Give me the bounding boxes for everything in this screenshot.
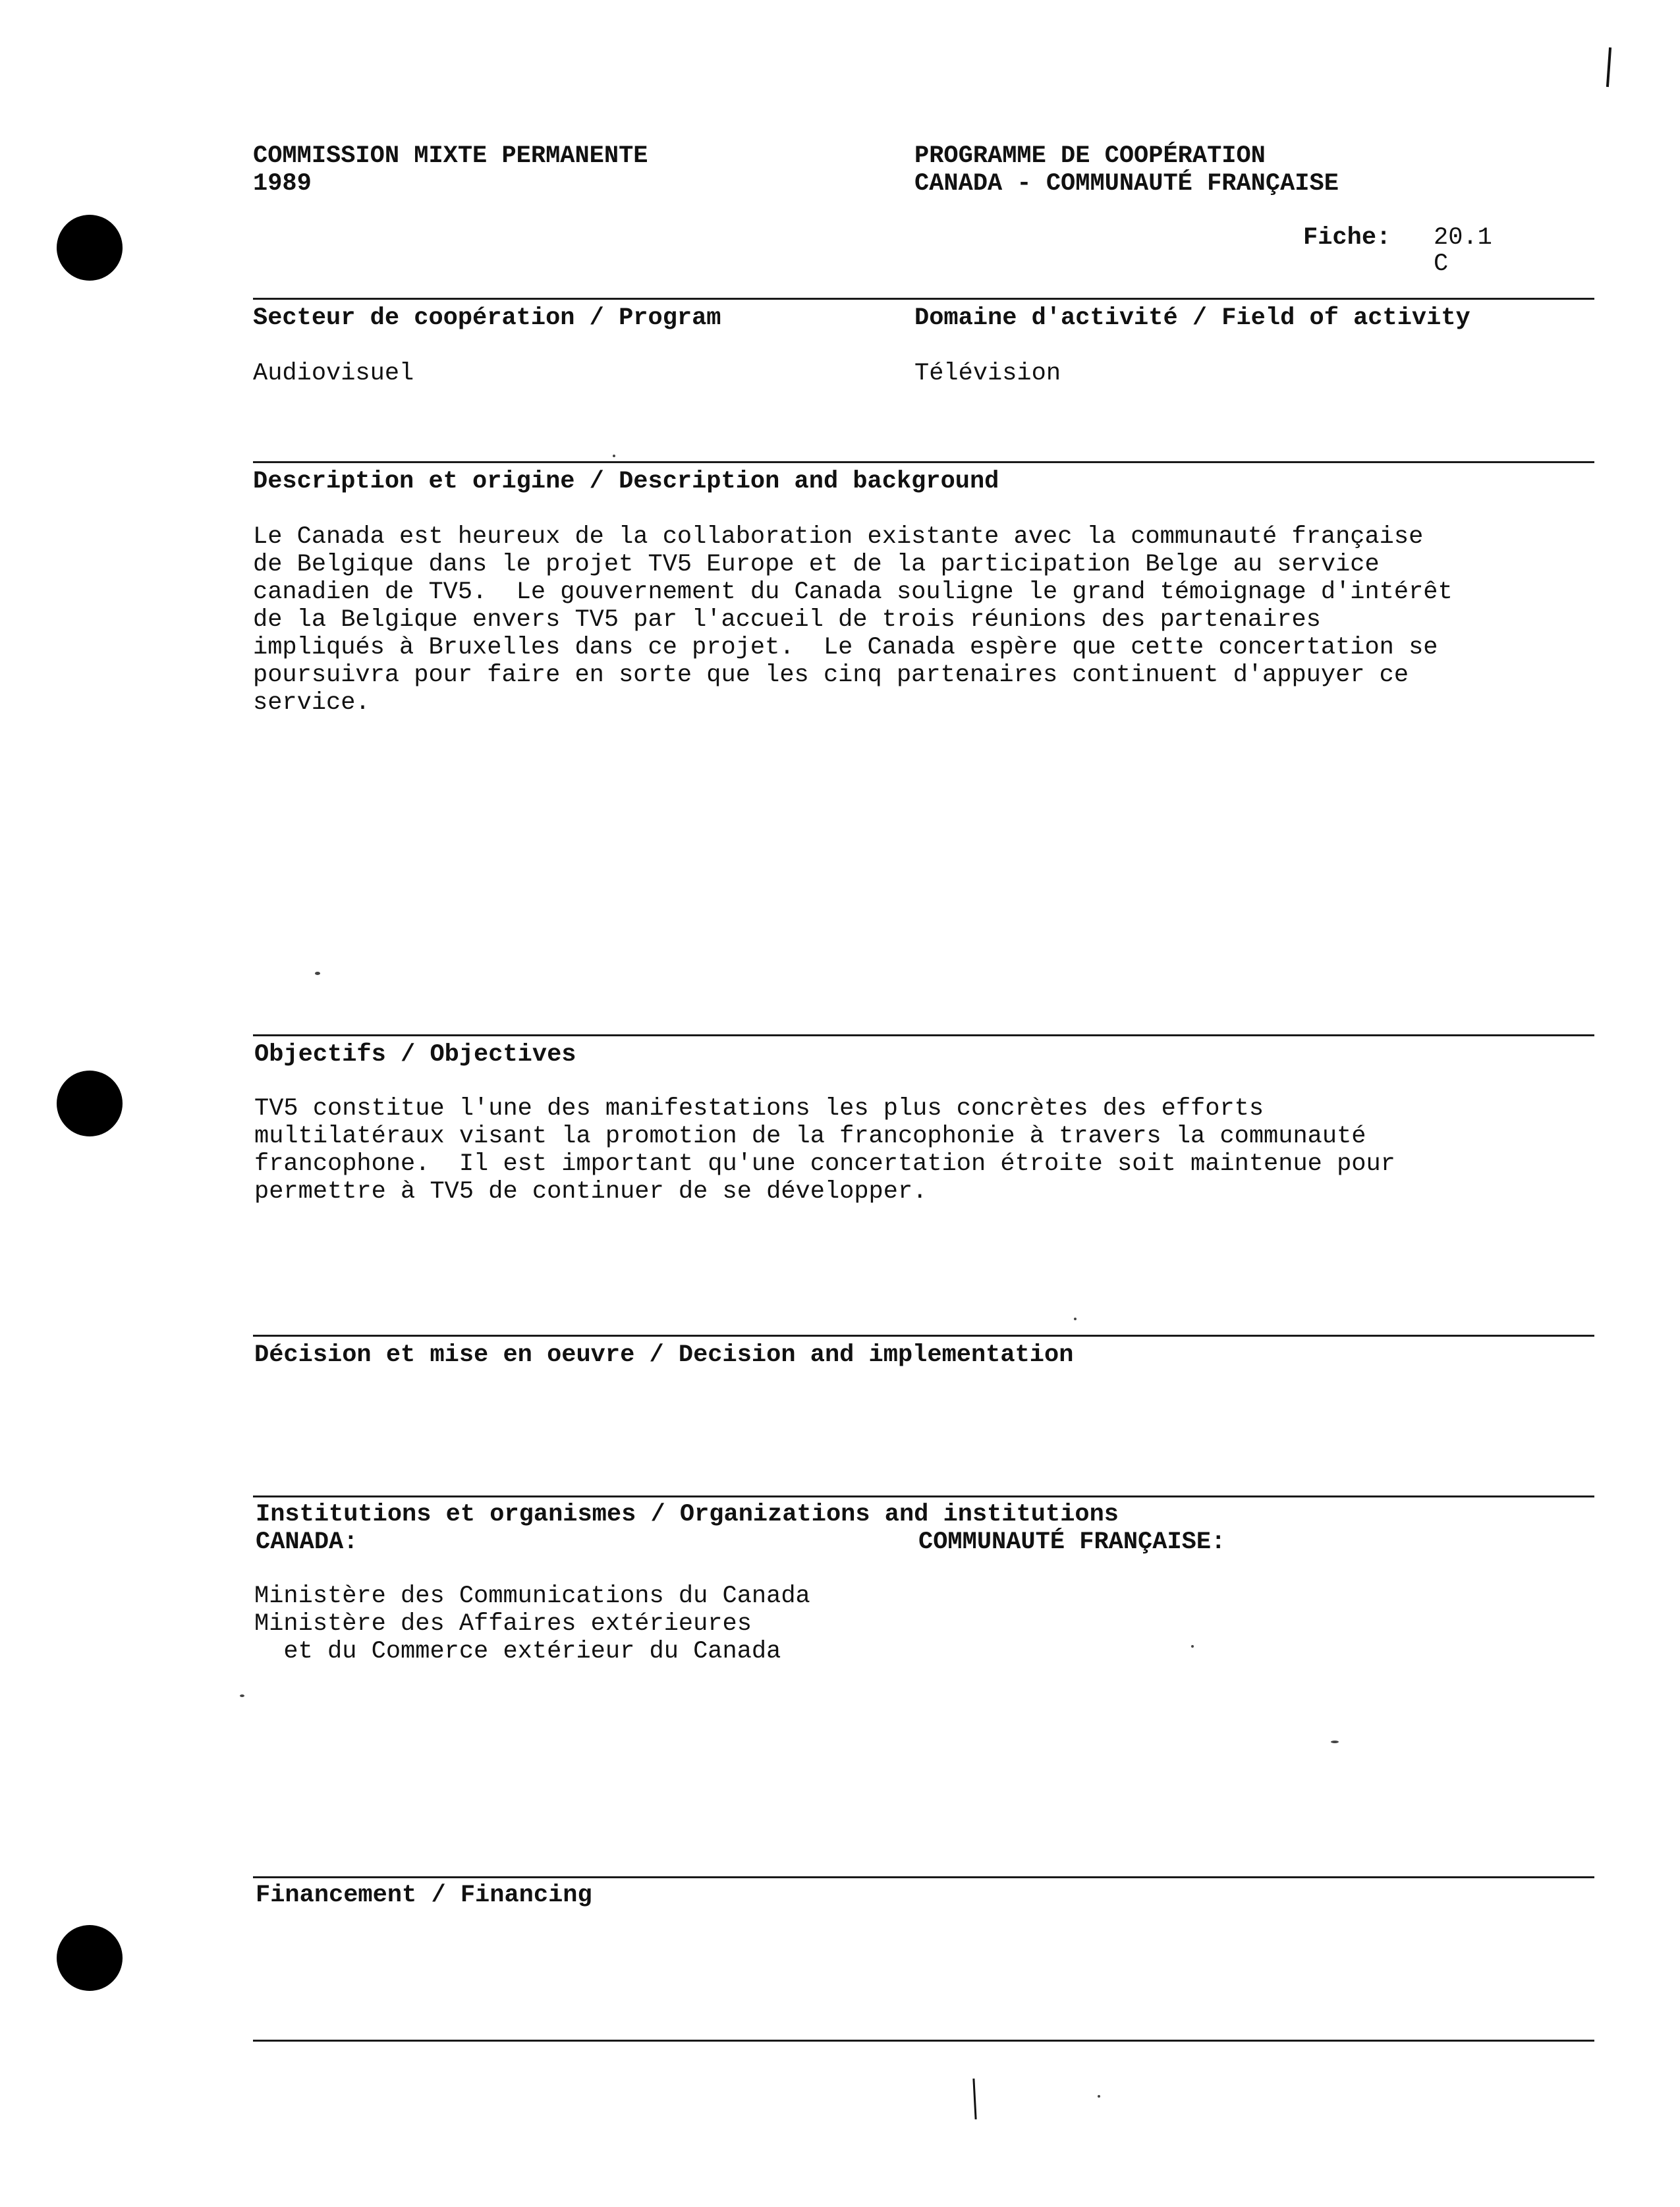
fiche-label: Fiche: xyxy=(1303,224,1391,252)
description-line: poursuivra pour faire en sorte que les cinq partenaires continuent d'appuyer ce xyxy=(253,661,1409,689)
objectives-line: francophone. Il est important qu'une concertation étroite soit maintenue pour xyxy=(254,1150,1395,1178)
programme-subtitle: CANADA - COMMUNAUTÉ FRANÇAISE xyxy=(914,170,1339,198)
commission-title: COMMISSION MIXTE PERMANENTE xyxy=(253,142,648,170)
sector-value: Audiovisuel xyxy=(253,360,414,387)
divider-program xyxy=(253,298,1594,300)
objectives-line: multilatéraux visant la promotion de la francophonie à travers la communauté xyxy=(254,1123,1366,1150)
scan-speck xyxy=(1074,1318,1077,1320)
description-line: canadien de TV5. Le gouvernement du Canada souligne le grand témoignage d'intérêt xyxy=(253,578,1453,606)
institutions-heading: Institutions et organismes / Organizations and institutions xyxy=(256,1501,1119,1528)
scan-mark xyxy=(1606,47,1611,87)
description-line: impliqués à Bruxelles dans ce projet. Le Canada espère que cette concertation se xyxy=(253,634,1438,661)
objectives-body xyxy=(254,1095,1395,1206)
domain-label: Domaine d'activité / Field of activity xyxy=(914,304,1470,332)
decision-heading: Décision et mise en oeuvre / Decision and implementation xyxy=(254,1341,1074,1369)
objectives-line: permettre à TV5 de continuer de se développer. xyxy=(254,1178,928,1206)
fiche-number: 20.1 xyxy=(1434,224,1492,252)
financing-heading: Financement / Financing xyxy=(256,1882,592,1909)
objectives-heading: Objectifs / Objectives xyxy=(254,1041,576,1069)
fiche-letter: C xyxy=(1434,250,1449,278)
scan-speck xyxy=(315,972,320,975)
description-body xyxy=(253,523,1453,717)
divider-financing xyxy=(253,1876,1594,1878)
scan-mark xyxy=(972,2079,976,2119)
commission-year: 1989 xyxy=(253,170,312,198)
divider-institutions xyxy=(253,1495,1594,1497)
punch-hole-middle xyxy=(57,1071,123,1136)
scan-speck xyxy=(1331,1741,1339,1743)
divider-decision xyxy=(253,1335,1594,1337)
programme-title: PROGRAMME DE COOPÉRATION xyxy=(914,142,1266,170)
sector-label: Secteur de coopération / Program xyxy=(253,304,721,332)
communaute-label: COMMUNAUTÉ FRANÇAISE: xyxy=(918,1528,1226,1556)
description-line: de la Belgique envers TV5 par l'accueil de trois réunions des partenaires xyxy=(253,606,1321,634)
canada-institution-line: Ministère des Affaires extérieures xyxy=(254,1610,752,1638)
scan-speck xyxy=(240,1694,244,1697)
canada-institutions-list xyxy=(254,1582,810,1665)
objectives-line: TV5 constitue l'une des manifestations les plus concrètes des efforts xyxy=(254,1095,1264,1123)
divider-objectives xyxy=(253,1034,1594,1036)
punch-hole-top xyxy=(57,215,123,281)
domain-value: Télévision xyxy=(914,360,1061,387)
divider-description xyxy=(253,461,1594,463)
canada-institution-line: et du Commerce extérieur du Canada xyxy=(254,1638,781,1665)
scan-speck xyxy=(1191,1645,1194,1648)
canada-label: CANADA: xyxy=(256,1528,358,1556)
description-line: Le Canada est heureux de la collaboration existante avec la communauté française xyxy=(253,523,1424,551)
scan-speck xyxy=(1098,2095,1100,2098)
canada-institution-line: Ministère des Communications du Canada xyxy=(254,1582,810,1610)
punch-hole-bottom xyxy=(57,1925,123,1991)
description-heading: Description et origine / Description and background xyxy=(253,468,999,495)
divider-bottom xyxy=(253,2040,1594,2042)
scan-speck xyxy=(613,455,615,457)
description-line: de Belgique dans le projet TV5 Europe et de la participation Belge au service xyxy=(253,551,1380,578)
description-line: service. xyxy=(253,689,370,717)
